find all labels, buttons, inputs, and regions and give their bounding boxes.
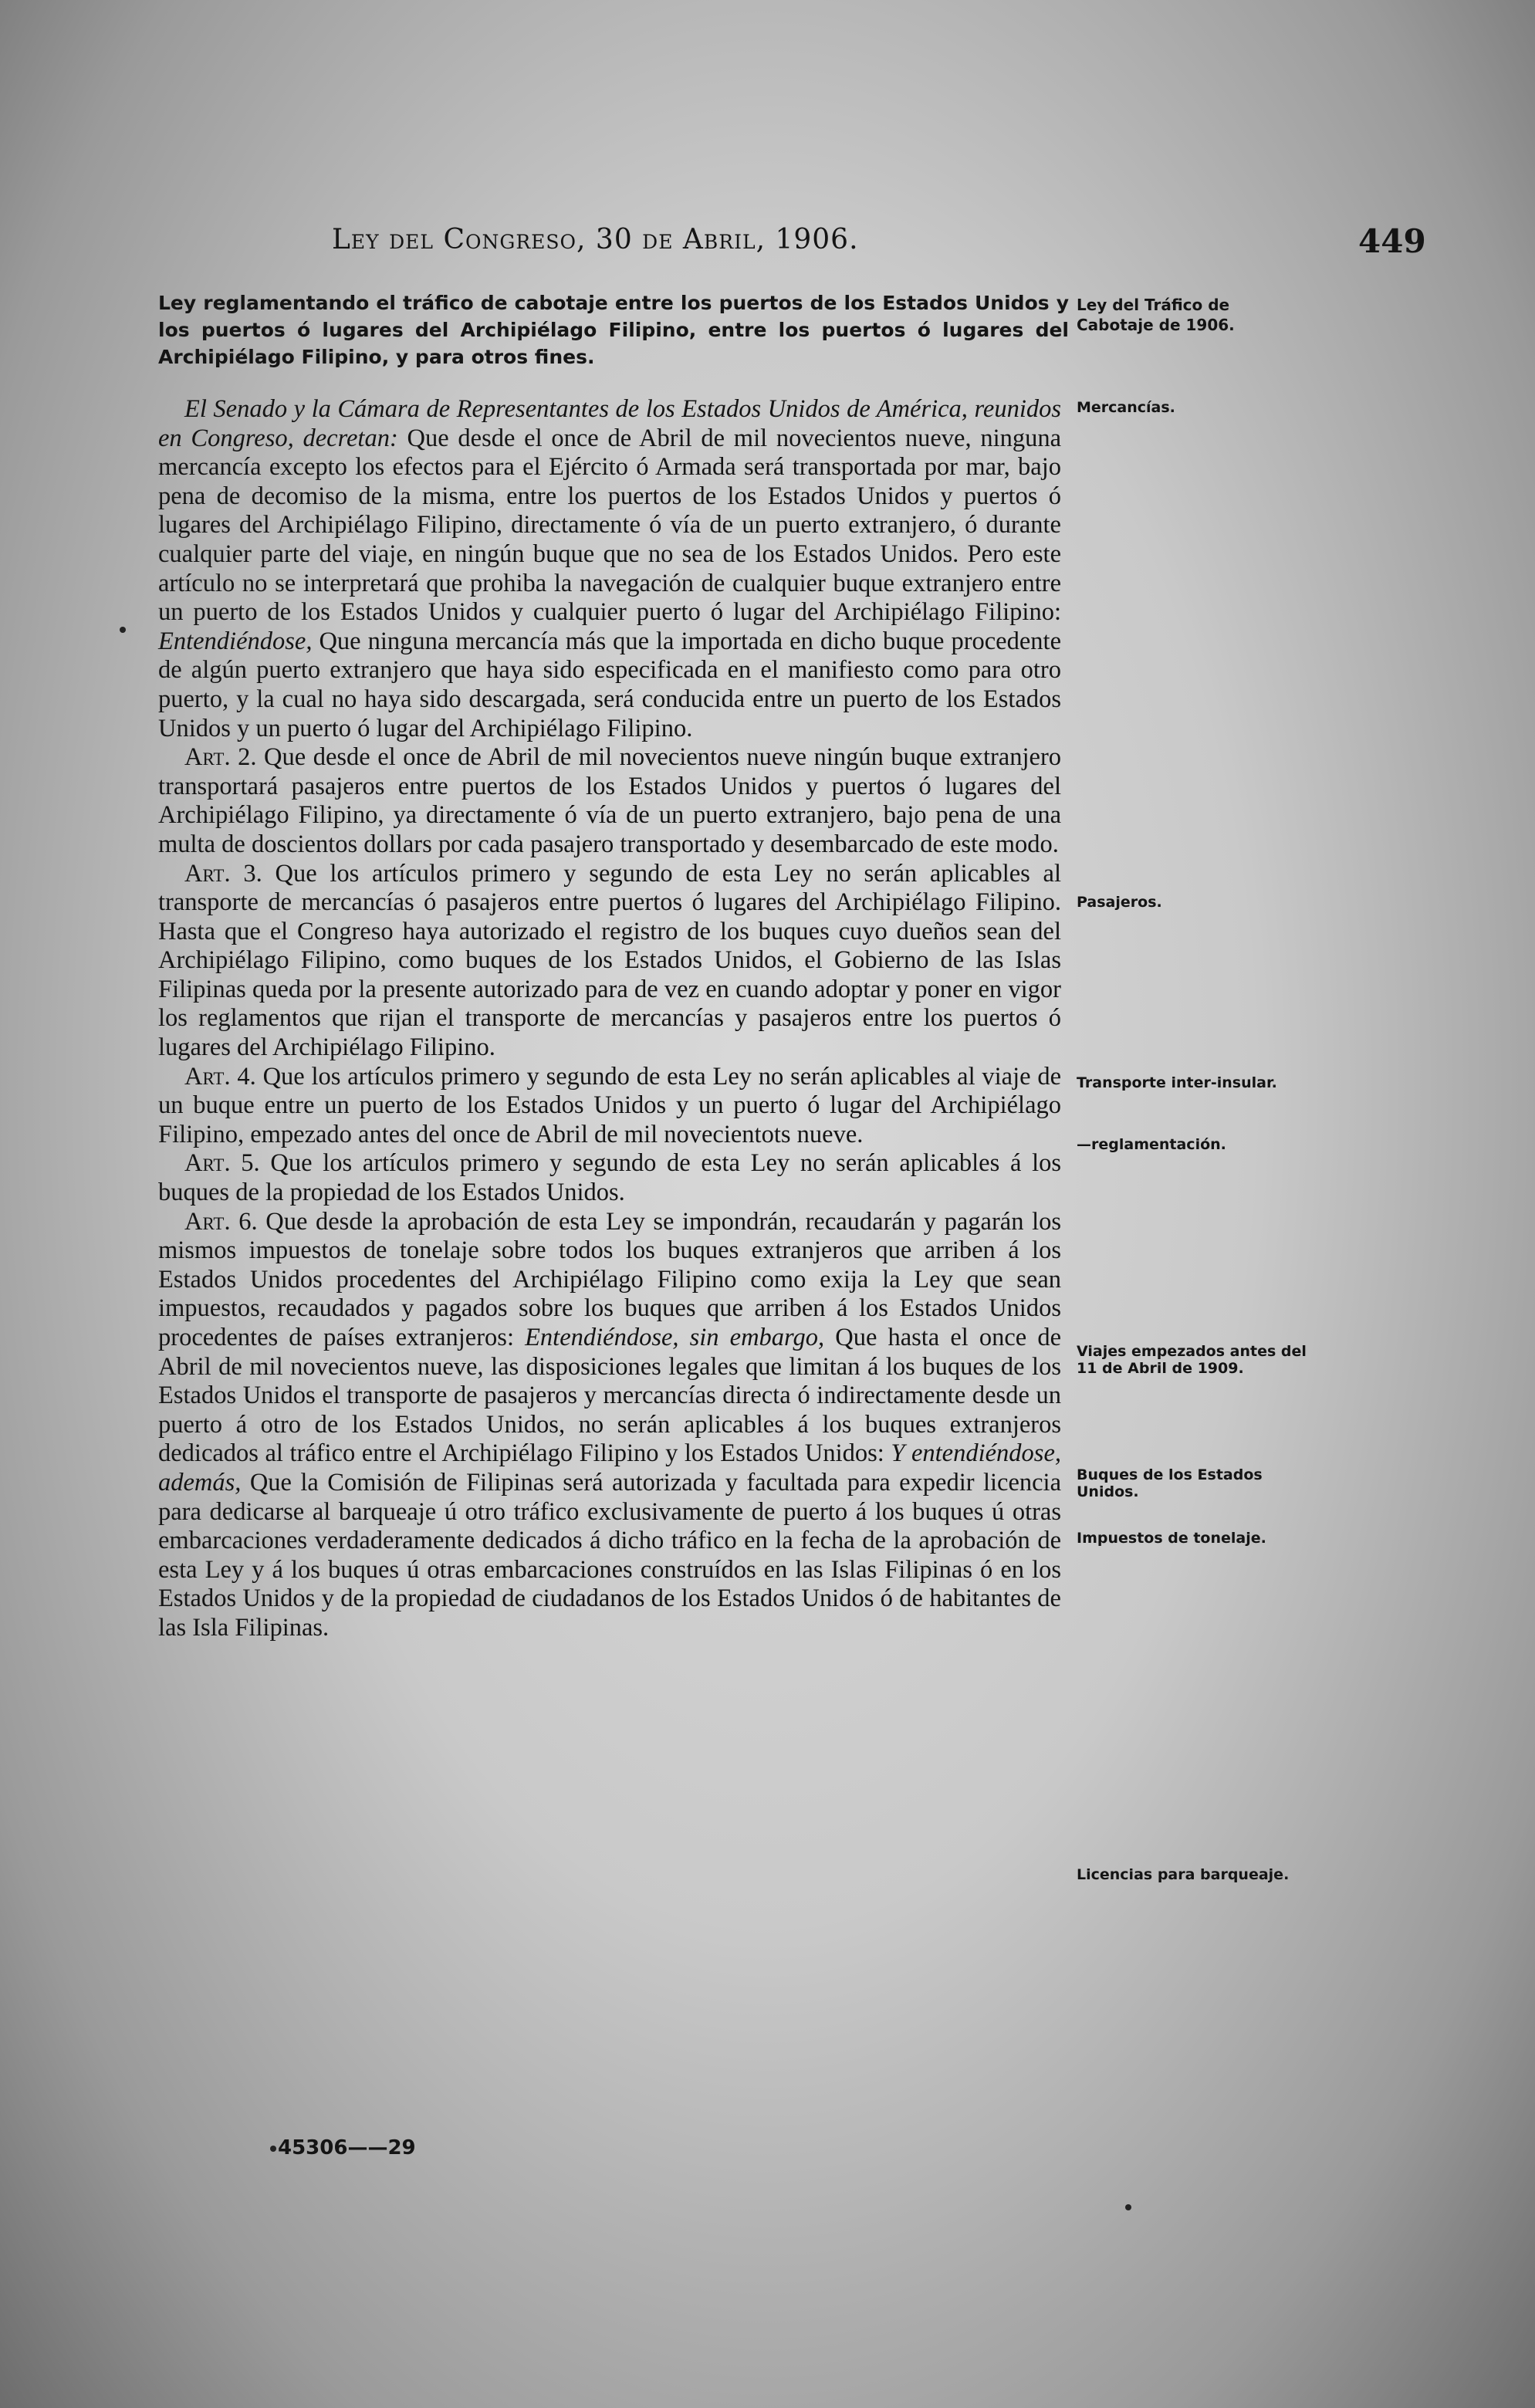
article-5 [158, 1149, 1061, 1207]
enacting-clause: El Senado y la Cámara de Representantes de los Estados Unidos de América, reunidos en Congreso, decretan: [158, 395, 1061, 452]
margin-note-impuestos: Impuestos de tonelaje. [1077, 1530, 1266, 1547]
footer-code: 45306——29 [278, 2136, 416, 2159]
running-head: Ley del Congreso, 30 de Abril, 1906. [332, 224, 859, 255]
title-margin-note: Ley del Tráfico de Cabotaje de 1906. [1077, 296, 1235, 334]
article-6-proviso-1: Entendiéndose, sin embargo, [525, 1324, 825, 1351]
section-1 [158, 395, 1061, 743]
margin-note-transporte: Transporte inter-insular. [1077, 1074, 1277, 1091]
article-6-text-3: Que la Comisión de Filipinas será autorizada y facultada para expedir licencia para dedicarse al barqueaje ú otro tráfico exclusivamente de puerto á los buques ú otras embarcaciones verdaderamente dedicados á dicho tráfico en la fecha de la aprobación de esta Ley y á los buques ú otras embarcaciones construídos en las Islas Filipinas ó en los Estados Unidos y de la propiedad de ciudadanos de los Estados Unidos ó de habitantes de las Isla Filipinas. [158, 1468, 1062, 1642]
margin-note-licencias: Licencias para barqueaje. [1077, 1866, 1290, 1883]
article-2 [158, 743, 1061, 859]
article-5-label: Art. 5. [184, 1149, 260, 1178]
article-5-text: Que los artículos primero y segundo de esta Ley no serán aplicables á los buques de la propiedad de los Estados Unidos. [158, 1149, 1062, 1207]
act-title: Ley reglamentando el tráfico de cabotaje entre los puertos de los Estados Unidos y los puertos ó lugares del Archipiélago Filipino, entre los puertos ó lugares del Archipiélago Filipino, y para otros fines. [158, 292, 1069, 368]
margin-note-mercancias: Mercancías. [1077, 399, 1175, 416]
article-2-label: Art. 2. [184, 743, 257, 772]
article-2-text: Que desde el once de Abril de mil novecientos nueve ningún buque extranjero transportará pasajeros entre puertos de los Estados Unidos y puertos ó lugares del Archipiélago Filipino, ya directamente ó vía de un puerto extranjero, bajo pena de una multa de doscientos dollars por cada pasajero transportado y desembarcado de este modo. [158, 743, 1062, 858]
article-4-label: Art. 4. [184, 1062, 256, 1091]
print-speck [270, 2146, 276, 2152]
section-1-proviso: Entendiéndose, [158, 627, 313, 655]
article-3-label: Art. 3. [184, 859, 262, 888]
article-3 [158, 860, 1061, 1063]
print-speck [1125, 2204, 1131, 2210]
article-6-label: Art. 6. [184, 1207, 258, 1236]
page-number: 449 [1358, 222, 1426, 260]
article-3-text: Que los artículos primero y segundo de esta Ley no serán aplicables al transporte de mercancías ó pasajeros entre puertos ó lugares del Archipiélago Filipino. Hasta que el Congreso haya autorizado el registro de los buques cuyo dueños sean del Archipiélago Filipino, como buques de los Estados Unidos, el Gobierno de las Islas Filipinas queda por la presente autorizado para de vez en cuando adoptar y poner en vigor los reglamentos que rijan el transporte de mercancías y pasajeros entre los puertos ó lugares del Archipiélago Filipino. [158, 859, 1062, 1062]
section-1-rest: Que ninguna mercancía más que la importada en dicho buque procedente de algún puerto extranjero que haya sido especificada en el manifiesto como para otro puerto, y la cual no haya sido descargada, será conducida entre un puerto de los Estados Unidos y un puerto ó lugar del Archipiélago Filipino. [158, 627, 1061, 742]
article-4 [158, 1063, 1061, 1150]
article-4-text: Que los artículos primero y segundo de esta Ley no serán aplicables al viaje de un buque entre un puerto de los Estados Unidos y un puerto ó lugar del Archipiélago Filipino, empezado antes del once de Abril de mil novecientots nueve. [158, 1062, 1062, 1148]
article-6-text: Que desde la aprobación de esta Ley se impondrán, recaudarán y pagarán los mismos impuestos de tonelaje sobre todos los buques extranjeros que arriben á los Estados Unidos procedentes del Archipiélago Filipino como exija la Ley que sean impuestos, recaudados y pagados sobre los buques que arriben á los Estados Unidos procedentes de países extranjeros: [158, 1207, 1061, 1351]
margin-note-viajes: Viajes empezados antes del 11 de Abril de 1909. [1077, 1343, 1307, 1377]
act-body [158, 395, 1061, 1643]
article-6 [158, 1208, 1061, 1643]
margin-note-pasajeros: Pasajeros. [1077, 894, 1162, 911]
article-6-proviso-2: Y entendiéndose, además, [158, 1439, 1062, 1497]
print-speck [120, 627, 126, 633]
section-1-text: Que desde el once de Abril de mil novecientos nueve, ninguna mercancía excepto los efectos para el Ejército ó Armada será transportada por mar, bajo pena de decomiso de la misma, entre los puertos de los Estados Unidos y puertos ó lugares del Archipiélago Filipino, directamente ó vía de un puerto extranjero, ó durante cualquier parte del viaje, en ningún buque que no sea de los Estados Unidos. Pero este artículo no se interpretará que prohiba la navegación de cualquier buque extranjero entre un puerto de los Estados Unidos y cualquier puerto ó lugar del Archipiélago Filipino: [158, 424, 1062, 627]
margin-note-buques: Buques de los Estados Unidos. [1077, 1466, 1263, 1500]
article-6-text-2: Que hasta el once de Abril de mil novecientos nueve, las disposiciones legales que limitan á los buques de los Estados Unidos el transporte de pasajeros y mercancías directa ó indirectamente desde un puerto á otro de los Estados Unidos, no serán aplicables á los buques extranjeros dedicados al tráfico entre el Archipiélago Filipino y los Estados Unidos: [158, 1324, 1061, 1468]
margin-note-reglamentacion: —reglamentación. [1077, 1136, 1226, 1153]
